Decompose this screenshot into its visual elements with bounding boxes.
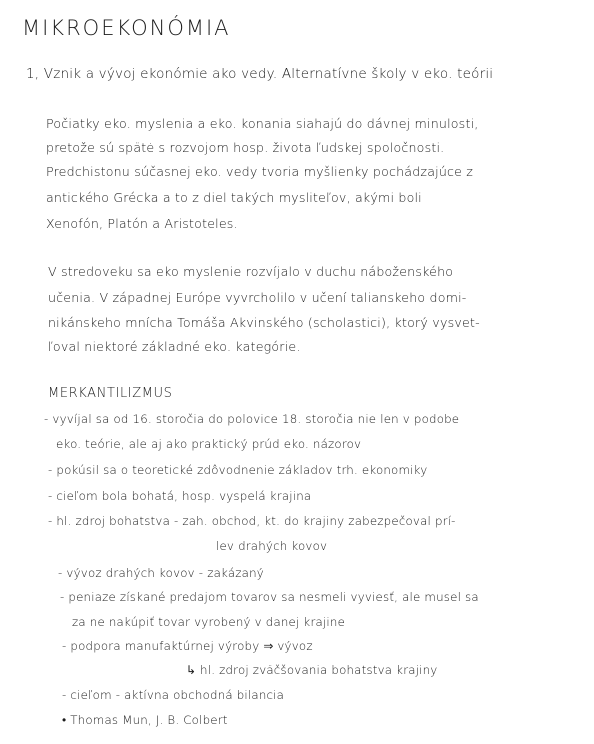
bullet-line: eko. teórie, ale aj ako praktický prúd eko. názorov — [56, 437, 362, 451]
topic-heading: 1, Vznik a vývoj ekonómie ako vedy. Alternatívne školy v eko. teórii — [26, 66, 494, 82]
bullet-line: - peniaze získané predajom tovarov sa nesmeli vyviesť, ale musel sa — [60, 590, 479, 604]
bullet-line: - podpora manufaktúrnej výroby ⇒ vývoz — [62, 639, 313, 653]
bullet-line: ↳ hl. zdroj zväčšovania bohatstva krajiny — [186, 663, 438, 677]
paragraph-line: V stredoveku sa eko myslenie rozvíjalo v duchu náboženského — [48, 264, 454, 279]
bullet-line: za ne nakúpiť tovar vyrobený v danej krajine — [72, 615, 346, 629]
bullet-line: - cieľom bola bohatá, hosp. vyspelá krajina — [48, 489, 312, 503]
paragraph-line: Xenofón, Platón a Aristoteles. — [46, 216, 238, 231]
bullet-line: - vývoz drahých kovov - zakázaný — [58, 566, 264, 580]
section-title: MERKANTILIZMUS — [48, 386, 173, 401]
bullet-line: - cieľom - aktívna obchodná bilancia — [62, 688, 285, 702]
paragraph-line: pretože sú spätė s rozvojom hosp. života ľudskej spoločnosti. — [46, 140, 445, 155]
paragraph-line: učenia. V západnej Európe vyvrcholilo v učení talianskeho domi- — [48, 290, 467, 305]
paragraph-line: ľoval niektoré základné eko. kategórie. — [48, 339, 301, 354]
paragraph-line: antického Grécka a to z diel takých mysliteľov, akými boli — [46, 190, 422, 205]
paragraph-line: Predchistonu súčasnej eko. vedy tvoria myšlienky pochádzajúce z — [46, 164, 474, 179]
bullet-line: - hl. zdroj bohatstva - zah. obchod, kt. do krajiny zabezpečoval prí- — [48, 514, 456, 528]
bullet-line: lev drahých kovov — [216, 539, 328, 553]
page-title: MIKROEKONÓMIA — [22, 16, 231, 40]
bullet-line: - pokúsil sa o teoretické zdôvodnenie základov trh. ekonomiky — [48, 463, 428, 477]
bullet-line: - vyvíjal sa od 16. storočia do polovice 18. storočia nie len v podobe — [44, 412, 460, 426]
paragraph-line: nikánskeho mnícha Tomáša Akvinského (scholastici), ktorý vysvet- — [48, 315, 480, 330]
bullet-line: • Thomas Mun, J. B. Colbert — [62, 713, 228, 727]
paragraph-line: Počiatky eko. myslenia a eko. konania siahajú do dávnej minulosti, — [46, 116, 479, 131]
